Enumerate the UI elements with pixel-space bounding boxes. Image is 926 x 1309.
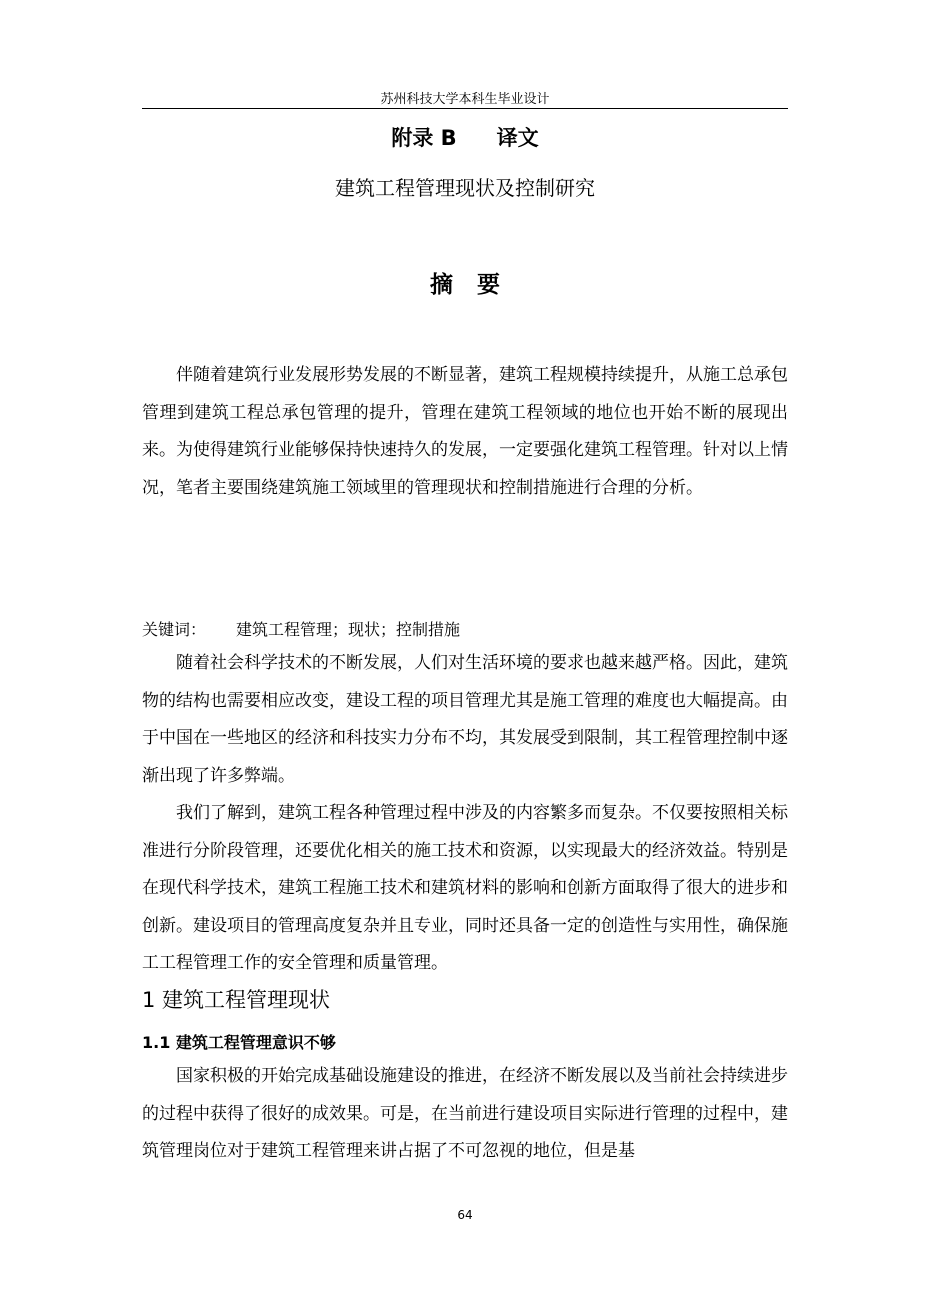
keywords-label: 关键词： <box>142 620 207 639</box>
subsection-heading-1-1: 1.1 建筑工程管理意识不够 <box>142 1033 336 1052</box>
abstract-heading: 摘要 <box>430 272 524 298</box>
page-number: 64 <box>457 1208 473 1222</box>
keywords-value: 建筑工程管理；现状；控制措施 <box>236 620 461 639</box>
appendix-subtitle: 译文 <box>496 126 539 150</box>
appendix-label: 附录 B <box>391 126 457 150</box>
appendix-heading <box>142 122 788 152</box>
header-divider <box>142 108 788 109</box>
document-title: 建筑工程管理现状及控制研究 <box>335 176 595 200</box>
running-header: 苏州科技大学本科生毕业设计 <box>380 92 550 107</box>
abstract-paragraph: 伴随着建筑行业发展形势发展的不断显著，建筑工程规模持续提升，从施工总承包管理到建筑工程总承包管理的提升，管理在建筑工程领域的地位也开始不断的展现出来。为使得建筑行业能够保持快速持久的发展，一定要强化建筑工程管理。针对以上情况，笔者主要围绕建筑施工领域里的管理现状和控制措施进行合理的分析。 <box>142 365 788 498</box>
body-paragraph-2: 我们了解到，建筑工程各种管理过程中涉及的内容繁多而复杂。不仅要按照相关标准进行分阶段管理，还要优化相关的施工技术和资源，以实现最大的经济效益。特别是在现代科学技术，建筑工程施工技术和建筑材料的影响和创新方面取得了很大的进步和创新。建设项目的管理高度复杂并且专业，同时还具备一定的创造性与实用性，确保施工工程管理工作的安全管理和质量管理。 <box>142 803 788 973</box>
section-heading-1: 1 建筑工程管理现状 <box>142 988 331 1012</box>
body-paragraph-1: 随着社会科学技术的不断发展，人们对生活环境的要求也越来越严格。因此，建筑物的结构也需要相应改变，建设工程的项目管理尤其是施工管理的难度也大幅提高。由于中国在一些地区的经济和科技实力分布不均，其发展受到限制，其工程管理控制中逐渐出现了许多弊端。 <box>142 653 788 786</box>
body-paragraph-3: 国家积极的开始完成基础设施建设的推进，在经济不断发展以及当前社会持续进步的过程中获得了很好的成效果。可是，在当前进行建设项目实际进行管理的过程中，建筑管理岗位对于建筑工程管理来讲占据了不可忽视的地位，但是基 <box>142 1066 788 1161</box>
keywords-line <box>142 618 460 642</box>
